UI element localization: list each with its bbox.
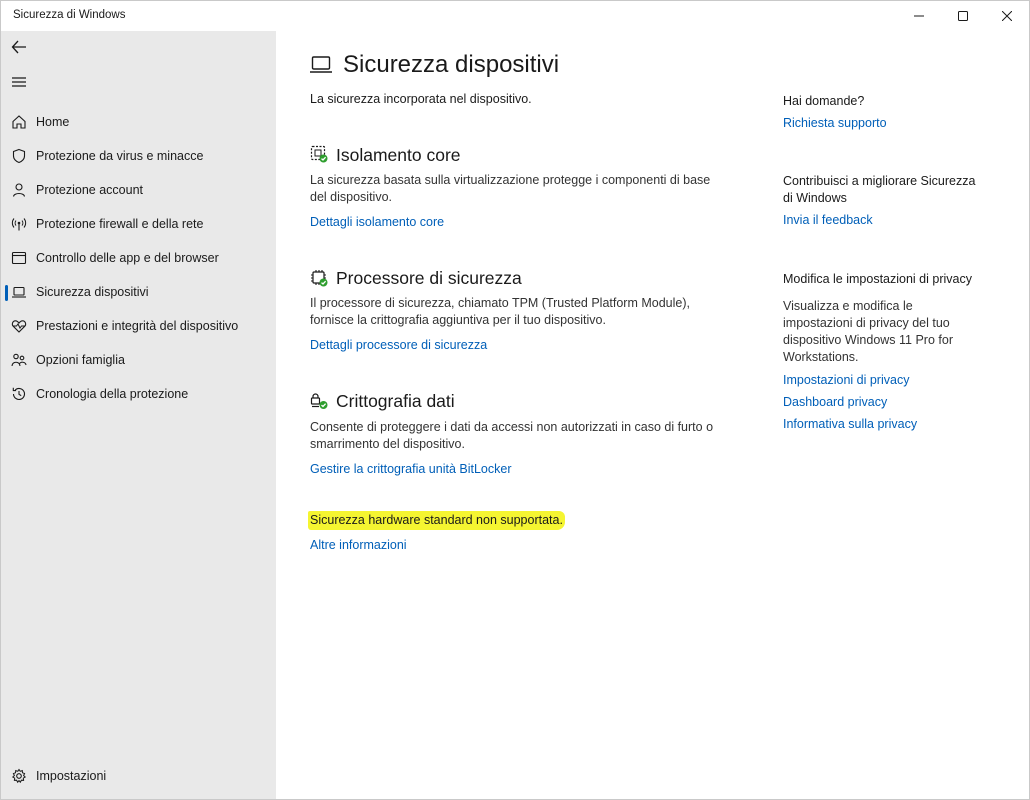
section-title-data-encryption: Crittografia dati — [336, 391, 455, 411]
privacy-settings-link[interactable]: Impostazioni di privacy — [783, 373, 910, 387]
sidebar-item-label: Cronologia della protezione — [36, 387, 189, 401]
maximize-icon — [958, 11, 968, 21]
send-feedback-link[interactable]: Invia il feedback — [783, 213, 873, 227]
back-button[interactable] — [9, 36, 31, 58]
sidebar-item-account-protection[interactable] — [1, 175, 276, 205]
history-icon — [11, 386, 27, 402]
hamburger-icon — [9, 71, 31, 93]
more-info-link[interactable]: Altre informazioni — [310, 538, 407, 552]
minimize-icon — [914, 11, 924, 21]
security-processor-details-link[interactable]: Dettagli processore di sicurezza — [310, 338, 488, 352]
sidebar-item-label: Protezione firewall e della rete — [36, 217, 204, 231]
person-icon — [11, 182, 27, 198]
hardware-security-status: Sicurezza hardware standard non supportata. — [308, 511, 565, 530]
sidebar-item-virus-protection[interactable] — [1, 141, 276, 171]
sidebar-item-protection-history[interactable] — [1, 379, 276, 409]
sidebar-item-device-health[interactable] — [1, 311, 276, 341]
sidebar — [1, 31, 276, 799]
antenna-icon — [11, 216, 27, 232]
sidebar-item-label: Controllo delle app e del browser — [36, 251, 219, 265]
close-icon — [1002, 11, 1012, 21]
sidebar-item-label: Sicurezza dispositivi — [36, 285, 149, 299]
encryption-icon — [310, 392, 328, 415]
questions-heading: Hai domande? — [783, 94, 865, 108]
privacy-dashboard-link[interactable]: Dashboard privacy — [783, 395, 888, 409]
app-window-icon — [11, 250, 27, 266]
support-request-link[interactable]: Richiesta supporto — [783, 116, 887, 130]
bitlocker-manage-link[interactable]: Gestire la crittografia unità BitLocker — [310, 462, 512, 476]
page-subtitle: La sicurezza incorporata nel dispositivo. — [310, 92, 532, 106]
title-bar — [1, 1, 1029, 31]
sidebar-item-settings[interactable] — [1, 761, 276, 791]
core-isolation-icon — [310, 145, 328, 168]
sidebar-item-device-security[interactable] — [1, 277, 276, 307]
section-desc-security-processor: Il processore di sicurezza, chiamato TPM (Trusted Platform Module), fornisce la crittografia aggiuntiva per il tuo dispositivo. — [310, 296, 690, 327]
sidebar-item-label: Home — [36, 115, 70, 129]
sidebar-item-home[interactable] — [1, 107, 276, 137]
gear-icon — [11, 768, 27, 784]
sidebar-item-label: Prestazioni e integrità del dispositivo — [36, 319, 239, 333]
back-arrow-icon — [9, 36, 31, 58]
section-title-core-isolation: Isolamento core — [336, 145, 461, 165]
core-isolation-details-link[interactable]: Dettagli isolamento core — [310, 215, 445, 229]
sidebar-item-label: Protezione account — [36, 183, 144, 197]
contribute-heading: Contribuisci a migliorare Sicurezza di Windows — [783, 174, 976, 205]
page-title: Sicurezza dispositivi — [343, 51, 560, 78]
privacy-description: Visualizza e modifica le impostazioni di privacy del tuo dispositivo Windows 11 Pro for Workstations. — [783, 299, 953, 364]
heart-pulse-icon — [11, 318, 27, 334]
sidebar-item-firewall[interactable] — [1, 209, 276, 239]
settings-label: Impostazioni — [36, 769, 107, 783]
sidebar-item-label: Opzioni famiglia — [36, 353, 125, 367]
section-desc-core-isolation: La sicurezza basata sulla virtualizzazione protegge i componenti di base del dispositivo. — [310, 173, 711, 204]
home-icon — [11, 114, 27, 130]
sidebar-item-family[interactable] — [1, 345, 276, 375]
privacy-heading: Modifica le impostazioni di privacy — [783, 272, 972, 286]
maximize-button[interactable] — [941, 1, 985, 31]
family-icon — [11, 352, 27, 368]
sidebar-item-app-browser[interactable] — [1, 243, 276, 273]
menu-button[interactable] — [9, 71, 31, 93]
sidebar-item-label: Protezione da virus e minacce — [36, 149, 204, 163]
laptop-icon — [310, 55, 332, 80]
window-title: Sicurezza di Windows — [13, 9, 126, 21]
main-content — [276, 31, 1029, 799]
section-desc-data-encryption: Consente di proteggere i dati da accessi non autorizzati in caso di furto o smarrimento del dispositivo. — [310, 420, 714, 451]
minimize-button[interactable] — [897, 1, 941, 31]
section-title-security-processor: Processore di sicurezza — [336, 268, 522, 288]
privacy-statement-link[interactable]: Informativa sulla privacy — [783, 417, 918, 431]
close-button[interactable] — [985, 1, 1029, 31]
laptop-icon — [11, 284, 27, 300]
shield-icon — [11, 148, 27, 164]
chip-icon — [310, 269, 328, 292]
